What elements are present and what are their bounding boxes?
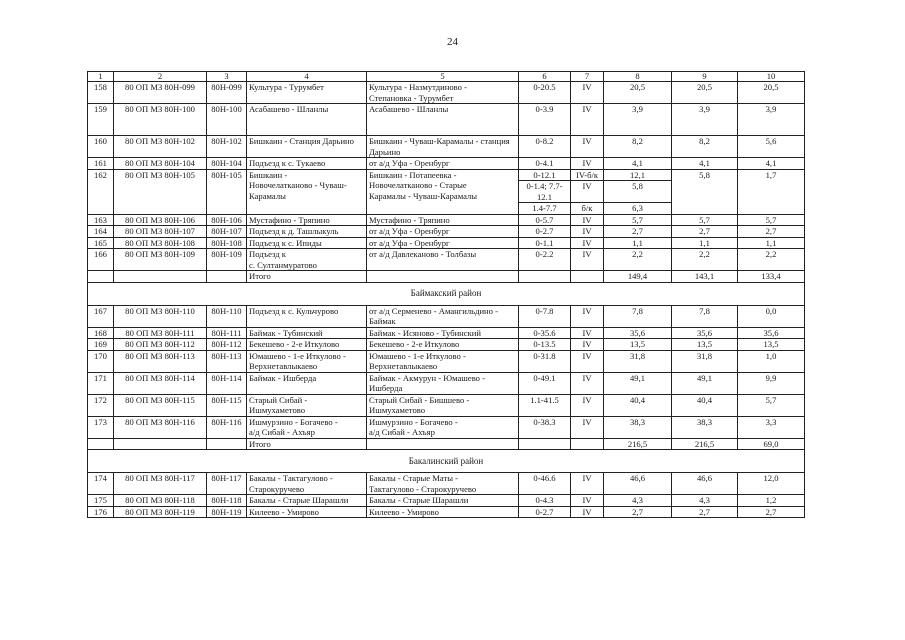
road-short-code: 80Н-104 — [207, 158, 247, 170]
road-code: 80 ОП МЗ 80Н-112 — [114, 339, 207, 351]
road-code: 80 ОП МЗ 80Н-108 — [114, 237, 207, 249]
header-cell: 10 — [738, 72, 805, 82]
road-name: Асабашево - Шланлы — [247, 104, 367, 136]
table-row — [88, 438, 805, 450]
header-cell: 4 — [247, 72, 367, 82]
km-range: 1.4-7.7 — [519, 203, 571, 215]
road-code: 80 ОП МЗ 80Н-105 — [114, 169, 207, 214]
road-code: 80 ОП МЗ 80Н-102 — [114, 136, 207, 158]
roads-table — [87, 71, 805, 518]
length-col10: 0,0 — [738, 305, 805, 327]
road-short-code: 80Н-118 — [207, 495, 247, 507]
road-short-code: 80Н-102 — [207, 136, 247, 158]
table-row — [88, 249, 805, 271]
road-name: Подъезд к с. Кульчурово — [247, 305, 367, 327]
km-range: 0-1.1 — [519, 237, 571, 249]
table-row — [88, 136, 805, 158]
row-number: 163 — [88, 214, 114, 226]
road-short-code: 80Н-111 — [207, 327, 247, 339]
road-short-code: 80Н-110 — [207, 305, 247, 327]
length-col9: 3,9 — [672, 104, 738, 136]
km-range: 0-12.1 — [519, 169, 571, 181]
table-row — [88, 158, 805, 170]
row-number: 165 — [88, 237, 114, 249]
table-row — [88, 214, 805, 226]
length-total: 8,2 — [604, 136, 672, 158]
road-route: от а/д Серменево - Амангильдино - Баймак — [367, 305, 519, 327]
row-number: 176 — [88, 506, 114, 518]
section-title: Баймакский район — [88, 282, 805, 305]
length-col10: 1,1 — [738, 237, 805, 249]
road-short-code: 80Н-106 — [207, 214, 247, 226]
road-code: 80 ОП МЗ 80Н-113 — [114, 350, 207, 372]
row-number: 164 — [88, 226, 114, 238]
table-row — [88, 282, 805, 305]
header-cell: 5 — [367, 72, 519, 82]
road-code: 80 ОП МЗ 80Н-117 — [114, 473, 207, 495]
total-label: Итого — [247, 271, 367, 283]
road-route: Культура - Назмутдиново - Степановка - Турумбет — [367, 82, 519, 104]
road-route: Юмашево - 1-е Иткулово - Верхнетавлыкаево — [367, 350, 519, 372]
length-col10: 2,2 — [738, 249, 805, 271]
road-name: Подъезд к с. Тукаево — [247, 158, 367, 170]
road-route: Бакалы - Старые Шарашли — [367, 495, 519, 507]
length-total: 5,8 — [604, 181, 672, 203]
table-row — [88, 506, 805, 518]
table-row — [88, 104, 805, 136]
length-col9: 13,5 — [672, 339, 738, 351]
road-code: 80 ОП МЗ 80Н-099 — [114, 82, 207, 104]
road-name: Мустафино - Тряпино — [247, 214, 367, 226]
road-short-code: 80Н-114 — [207, 372, 247, 394]
road-short-code: 80Н-100 — [207, 104, 247, 136]
header-cell: 2 — [114, 72, 207, 82]
table-row — [88, 169, 805, 181]
road-name: Ишмурзино - Богачево - а/д Сибай - Ахъяр — [247, 416, 367, 438]
row-number: 162 — [88, 169, 114, 214]
km-range: 0-5.7 — [519, 214, 571, 226]
road-category: IV — [571, 350, 604, 372]
road-name: Подъезд к д. Ташлыкуль — [247, 226, 367, 238]
road-code: 80 ОП МЗ 80Н-106 — [114, 214, 207, 226]
length-col10: 13,5 — [738, 339, 805, 351]
road-short-code: 80Н-108 — [207, 237, 247, 249]
road-name: Культура - Турумбет — [247, 82, 367, 104]
length-col9: 4,1 — [672, 158, 738, 170]
road-route: Мустафино - Тряпино — [367, 214, 519, 226]
road-route: Баймак - Акмурун - Юмашево - Ишберда — [367, 372, 519, 394]
km-range: 0-8.2 — [519, 136, 571, 158]
road-category: IV — [571, 237, 604, 249]
table-row — [88, 372, 805, 394]
row-number: 166 — [88, 249, 114, 271]
row-number: 170 — [88, 350, 114, 372]
empty-cell — [207, 271, 247, 283]
table-row — [88, 305, 805, 327]
length-col9: 5,7 — [672, 214, 738, 226]
km-range: 0-13.5 — [519, 339, 571, 351]
road-short-code: 80Н-113 — [207, 350, 247, 372]
header-row — [88, 72, 805, 82]
table-row — [88, 237, 805, 249]
road-category: IV — [571, 136, 604, 158]
header-cell: 7 — [571, 72, 604, 82]
length-col10: 5,7 — [738, 394, 805, 416]
road-category: IV — [571, 305, 604, 327]
road-category: IV — [571, 473, 604, 495]
length-col9: 8,2 — [672, 136, 738, 158]
road-route: Ишмурзино - Богачево - а/д Сибай - Ахъяр — [367, 416, 519, 438]
road-code: 80 ОП МЗ 80Н-110 — [114, 305, 207, 327]
length-total: 6,3 — [604, 203, 672, 215]
table-row — [88, 350, 805, 372]
length-total: 49,1 — [604, 372, 672, 394]
road-name: Баймак - Тубинский — [247, 327, 367, 339]
road-route: Килеево - Умирово — [367, 506, 519, 518]
length-col9: 46,6 — [672, 473, 738, 495]
length-col10: 35,6 — [738, 327, 805, 339]
length-total: 1,1 — [604, 237, 672, 249]
header-cell: 9 — [672, 72, 738, 82]
road-category: IV — [571, 249, 604, 271]
empty-cell — [88, 438, 114, 450]
section-title: Бакалинский район — [88, 450, 805, 473]
road-code: 80 ОП МЗ 80Н-115 — [114, 394, 207, 416]
empty-cell — [571, 438, 604, 450]
road-code: 80 ОП МЗ 80Н-104 — [114, 158, 207, 170]
length-col9: 2,7 — [672, 226, 738, 238]
road-category: IV — [571, 416, 604, 438]
table-row — [88, 416, 805, 438]
km-range: 0-38.3 — [519, 416, 571, 438]
km-range: 0-4.1 — [519, 158, 571, 170]
road-route: Старый Сибай - Бишшево - Ишмухаметово — [367, 394, 519, 416]
row-number: 172 — [88, 394, 114, 416]
road-short-code: 80Н-109 — [207, 249, 247, 271]
road-category: б/к — [571, 203, 604, 215]
length-total: 2,7 — [604, 506, 672, 518]
road-route: Асабашево - Шланлы — [367, 104, 519, 136]
table-row — [88, 226, 805, 238]
road-category: IV — [571, 327, 604, 339]
length-col10: 5,6 — [738, 136, 805, 158]
total-col9: 216,5 — [672, 438, 738, 450]
length-total: 2,2 — [604, 249, 672, 271]
road-name: Килеево - Умирово — [247, 506, 367, 518]
row-number: 161 — [88, 158, 114, 170]
km-range: 0-2.2 — [519, 249, 571, 271]
length-col10: 2,7 — [738, 506, 805, 518]
km-range: 0-4.3 — [519, 495, 571, 507]
length-total: 38,3 — [604, 416, 672, 438]
length-col10: 9,9 — [738, 372, 805, 394]
length-col10: 2,7 — [738, 226, 805, 238]
row-number: 168 — [88, 327, 114, 339]
road-short-code: 80Н-116 — [207, 416, 247, 438]
row-number: 169 — [88, 339, 114, 351]
length-total: 31,8 — [604, 350, 672, 372]
length-col10: 1,0 — [738, 350, 805, 372]
road-route: Бишкаин - Потапеевка - Новочелатканово - Старые Карамалы - Чуваш-Карамалы — [367, 169, 519, 214]
length-col10: 1,2 — [738, 495, 805, 507]
header-cell: 3 — [207, 72, 247, 82]
km-range: 0-46.6 — [519, 473, 571, 495]
header-cell: 6 — [519, 72, 571, 82]
length-total: 4,3 — [604, 495, 672, 507]
length-col9: 40,4 — [672, 394, 738, 416]
km-range: 0-2.7 — [519, 226, 571, 238]
road-category: IV — [571, 226, 604, 238]
road-category: IV — [571, 158, 604, 170]
road-category: IV — [571, 82, 604, 104]
road-short-code: 80Н-119 — [207, 506, 247, 518]
length-col9: 2,7 — [672, 506, 738, 518]
length-col10: 12,0 — [738, 473, 805, 495]
length-col9: 7,8 — [672, 305, 738, 327]
road-short-code: 80Н-105 — [207, 169, 247, 214]
road-code: 80 ОП МЗ 80Н-119 — [114, 506, 207, 518]
road-code: 80 ОП МЗ 80Н-111 — [114, 327, 207, 339]
table-row — [88, 473, 805, 495]
road-category: IV — [571, 506, 604, 518]
length-total: 35,6 — [604, 327, 672, 339]
road-short-code: 80Н-115 — [207, 394, 247, 416]
km-range: 0-49.1 — [519, 372, 571, 394]
length-total: 4,1 — [604, 158, 672, 170]
empty-cell — [367, 271, 519, 283]
road-category: IV — [571, 372, 604, 394]
length-col9: 1,1 — [672, 237, 738, 249]
km-range: 0-31.8 — [519, 350, 571, 372]
length-total: 20,5 — [604, 82, 672, 104]
length-col10: 4,1 — [738, 158, 805, 170]
road-name: Бишкаин - Станция Дарьино — [247, 136, 367, 158]
road-route: от а/д Уфа - Оренбург — [367, 226, 519, 238]
length-total: 3,9 — [604, 104, 672, 136]
length-col9: 49,1 — [672, 372, 738, 394]
road-code: 80 ОП МЗ 80Н-116 — [114, 416, 207, 438]
road-category: IV — [571, 394, 604, 416]
length-col9: 38,3 — [672, 416, 738, 438]
row-number: 159 — [88, 104, 114, 136]
road-code: 80 ОП МЗ 80Н-118 — [114, 495, 207, 507]
road-name: Юмашево - 1-е Иткулово - Верхнетавлыкаево — [247, 350, 367, 372]
empty-cell — [114, 271, 207, 283]
length-col9: 5,8 — [672, 169, 738, 214]
length-col10: 3,3 — [738, 416, 805, 438]
road-category: IV — [571, 104, 604, 136]
row-number: 158 — [88, 82, 114, 104]
km-range: 0-1.4; 7.7- 12.1 — [519, 181, 571, 203]
header-cell: 8 — [604, 72, 672, 82]
table-row — [88, 271, 805, 283]
road-route: Бишкаин - Чуваш-Карамалы - станция Дарьино — [367, 136, 519, 158]
table-row — [88, 450, 805, 473]
header-cell: 1 — [88, 72, 114, 82]
length-total: 40,4 — [604, 394, 672, 416]
road-category: IV-б/к — [571, 169, 604, 181]
empty-cell — [367, 438, 519, 450]
row-number: 167 — [88, 305, 114, 327]
table-row — [88, 82, 805, 104]
km-range: 1.1-41.5 — [519, 394, 571, 416]
length-col9: 4,3 — [672, 495, 738, 507]
length-col10: 5,7 — [738, 214, 805, 226]
road-code: 80 ОП МЗ 80Н-100 — [114, 104, 207, 136]
road-code: 80 ОП МЗ 80Н-107 — [114, 226, 207, 238]
length-total: 46,6 — [604, 473, 672, 495]
length-total: 12,1 — [604, 169, 672, 181]
row-number: 173 — [88, 416, 114, 438]
total-col8: 149,4 — [604, 271, 672, 283]
page-number: 24 — [447, 36, 458, 48]
total-col10: 133,4 — [738, 271, 805, 283]
road-code: 80 ОП МЗ 80Н-114 — [114, 372, 207, 394]
row-number: 160 — [88, 136, 114, 158]
road-name: Бакалы - Тактагулово - Старокуручево — [247, 473, 367, 495]
km-range: 0-7.8 — [519, 305, 571, 327]
road-route: от а/д Уфа - Оренбург — [367, 158, 519, 170]
road-category: IV — [571, 181, 604, 203]
length-col10: 20,5 — [738, 82, 805, 104]
length-total: 2,7 — [604, 226, 672, 238]
total-col10: 69,0 — [738, 438, 805, 450]
km-range: 0-35.6 — [519, 327, 571, 339]
road-short-code: 80Н-112 — [207, 339, 247, 351]
road-route: от а/д Давлеканово - Толбазы — [367, 249, 519, 271]
km-range: 0-20.5 — [519, 82, 571, 104]
road-name: Баймак - Ишберда — [247, 372, 367, 394]
length-total: 13,5 — [604, 339, 672, 351]
total-col9: 143,1 — [672, 271, 738, 283]
empty-cell — [114, 438, 207, 450]
table-row — [88, 495, 805, 507]
length-col10: 3,9 — [738, 104, 805, 136]
road-short-code: 80Н-117 — [207, 473, 247, 495]
total-col8: 216,5 — [604, 438, 672, 450]
table-row — [88, 339, 805, 351]
road-name: Старый Сибай - Ишмухаметово — [247, 394, 367, 416]
road-name: Подъезд к с. Султанмуратово — [247, 249, 367, 271]
empty-cell — [88, 271, 114, 283]
road-category: IV — [571, 339, 604, 351]
road-route: Баймак - Исяново - Тубинский — [367, 327, 519, 339]
length-total: 5,7 — [604, 214, 672, 226]
road-name: Бишкаин - Новочелатканово - Чуваш- Карамалы — [247, 169, 367, 214]
length-col9: 35,6 — [672, 327, 738, 339]
length-col10: 1,7 — [738, 169, 805, 214]
km-range: 0-2.7 — [519, 506, 571, 518]
empty-cell — [519, 271, 571, 283]
road-route: от а/д Уфа - Оренбург — [367, 237, 519, 249]
row-number: 174 — [88, 473, 114, 495]
road-route: Бекешево - 2-е Иткулово — [367, 339, 519, 351]
length-col9: 20,5 — [672, 82, 738, 104]
row-number: 175 — [88, 495, 114, 507]
empty-cell — [207, 438, 247, 450]
road-code: 80 ОП МЗ 80Н-109 — [114, 249, 207, 271]
length-col9: 31,8 — [672, 350, 738, 372]
road-name: Бекешево - 2-е Иткулово — [247, 339, 367, 351]
km-range: 0-3.9 — [519, 104, 571, 136]
table-row — [88, 394, 805, 416]
road-short-code: 80Н-099 — [207, 82, 247, 104]
length-total: 7,8 — [604, 305, 672, 327]
road-category: IV — [571, 495, 604, 507]
road-route: Бакалы - Старые Маты - Тактагулово - Старокуручево — [367, 473, 519, 495]
empty-cell — [519, 438, 571, 450]
empty-cell — [571, 271, 604, 283]
table-row — [88, 327, 805, 339]
length-col9: 2,2 — [672, 249, 738, 271]
row-number: 171 — [88, 372, 114, 394]
road-name: Бакалы - Старые Шарашли — [247, 495, 367, 507]
road-category: IV — [571, 214, 604, 226]
total-label: Итого — [247, 438, 367, 450]
road-short-code: 80Н-107 — [207, 226, 247, 238]
road-name: Подъезд к с. Ипиды — [247, 237, 367, 249]
